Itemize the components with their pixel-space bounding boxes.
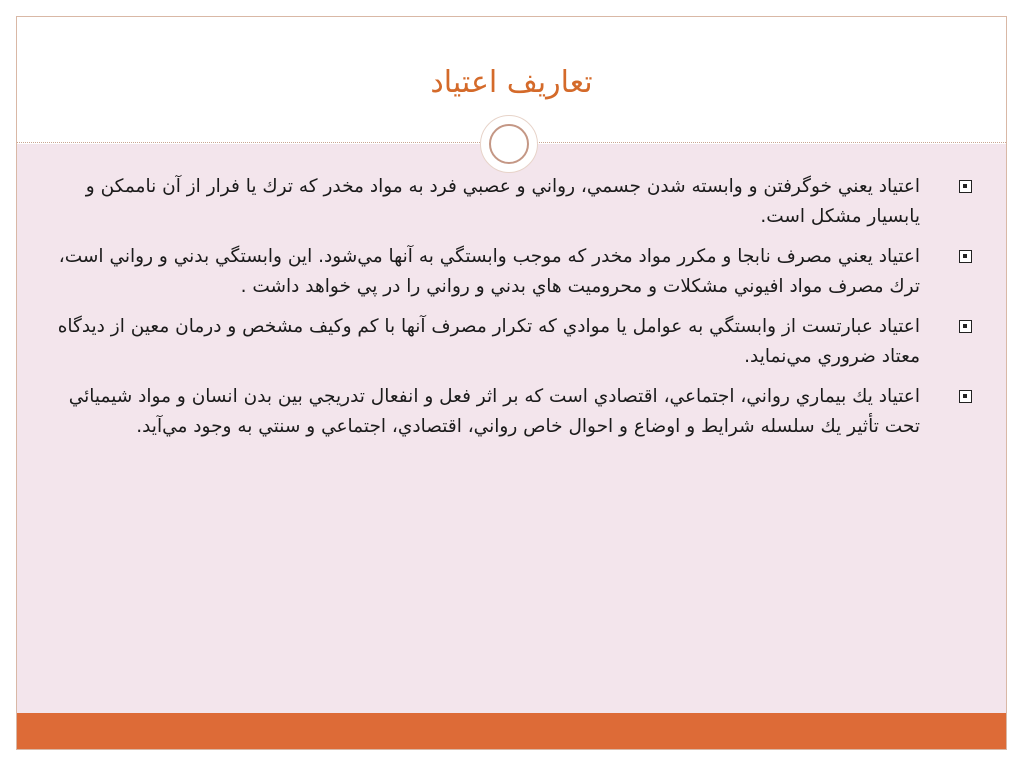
bullet-text: اعتياد يعني خوگرفتن و وابسته شدن جسمي، رواني و عصبي فرد به مواد مخدر كه ترك يا فرار از آن ناممكن و يابسيار مشكل است. (85, 176, 920, 227)
slide-title: تعاريف اعتياد (430, 65, 593, 100)
bullet-item-4 (40, 382, 972, 442)
bullet-item-3 (40, 312, 972, 372)
bullet-text: اعتياد يك بيماري رواني، اجتماعي، اقتصادي است كه بر اثر فعل و انفعال تدريجي بين بدن انسان و مواد شيميائي تحت تأثير يك سلسله شرايط و اوضاع و احوال خاص رواني، اقتصادي، اجتماعي و سنتي به وجود مي‌آيد. (68, 386, 920, 437)
square-bullet-icon (959, 250, 972, 263)
bullet-text: اعتياد يعني مصرف نابجا و مكرر مواد مخدر كه موجب وابستگي به آنها مي‌شود. اين وابستگي بدني و رواني است، ترك مصرف مواد افيوني مشكلات و محروميت هاي بدني و رواني را در پي خواهد داشت . (58, 246, 920, 297)
square-bullet-icon (959, 320, 972, 333)
footer-bar (17, 713, 1006, 749)
bullet-item-1 (40, 172, 972, 232)
square-bullet-icon (959, 180, 972, 193)
bullet-text: اعتياد عبارتست از وابستگي به عوامل يا موادي كه تكرار مصرف آنها با كم وكيف مشخص و درمان معين از ديدگاه معتاد ضروري مي‌نمايد. (57, 316, 920, 367)
divider-circle-ornament (480, 115, 538, 173)
bullet-list (40, 172, 972, 452)
square-bullet-icon (959, 390, 972, 403)
ring-icon (489, 124, 529, 164)
bullet-item-2 (40, 242, 972, 302)
